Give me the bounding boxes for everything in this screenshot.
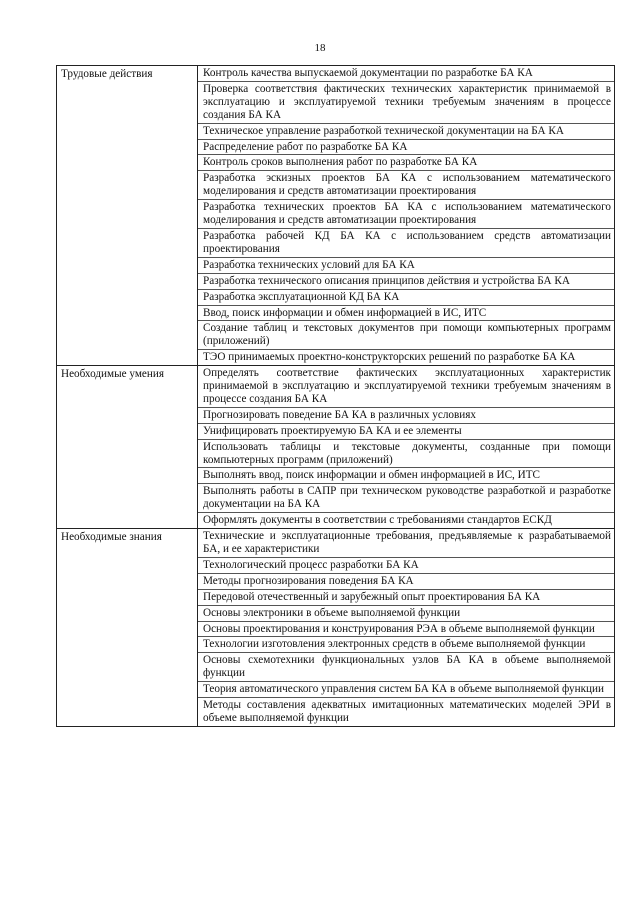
list-item: Выполнять ввод, поиск информации и обмен информацией в ИС, ИТС xyxy=(198,468,614,484)
list-item: Технологии изготовления электронных средств в объеме выполняемой функции xyxy=(198,637,614,653)
section-row-required-skills xyxy=(57,366,615,529)
list-item: Разработка технического описания принципов действия и устройства БА КА xyxy=(198,274,614,290)
section-row-labor-actions xyxy=(57,66,615,366)
section-label: Трудовые действия xyxy=(57,66,198,366)
page-number: 18 xyxy=(314,42,326,54)
section-label: Необходимые знания xyxy=(57,529,198,727)
requirements-table-body xyxy=(57,66,615,727)
list-item: Оформлять документы в соответствии с требованиями стандартов ЕСКД xyxy=(203,514,552,527)
list-item: Контроль сроков выполнения работ по разработке БА КА xyxy=(198,155,614,171)
list-item: Создание таблиц и текстовых документов при помощи компьютерных программ (приложений) xyxy=(198,321,614,350)
list-item: ТЭО принимаемых проектно-конструкторских решений по разработке БА КА xyxy=(203,351,576,364)
list-item: Разработка технических условий для БА КА xyxy=(198,258,614,274)
list-item: Ввод, поиск информации и обмен информацией в ИС, ИТС xyxy=(198,306,614,322)
list-item: Основы электроники в объеме выполняемой функции xyxy=(198,606,614,622)
section-row-required-knowledge xyxy=(57,529,615,727)
list-item: Передовой отечественный и зарубежный опыт проектирования БА КА xyxy=(198,590,614,606)
list-item: Разработка рабочей КД БА КА с использованием средств автоматизации проектирования xyxy=(198,229,614,258)
list-item: Определять соответствие фактических эксплуатационных характеристик принимаемой в эксплуатацию и эксплуатируемой техники требуемым значениям в процессе создания БА КА xyxy=(198,366,614,408)
list-item: Основы схемотехники функциональных узлов БА КА в объеме выполняемой функции xyxy=(198,653,614,682)
section-items xyxy=(198,366,615,529)
list-item: Распределение работ по разработке БА КА xyxy=(198,140,614,156)
list-item: Прогнозировать поведение БА КА в различных условиях xyxy=(198,408,614,424)
list-item: Разработка эскизных проектов БА КА с использованием математического моделирования и средств автоматизации проектирования xyxy=(198,171,614,200)
list-item: Техническое управление разработкой технической документации на БА КА xyxy=(198,124,614,140)
requirements-table xyxy=(56,65,615,727)
list-item: Разработка эксплуатационной КД БА КА xyxy=(198,290,614,306)
list-item: Унифицировать проектируемую БА КА и ее элементы xyxy=(198,424,614,440)
list-item: Разработка технических проектов БА КА с использованием математического моделирования и средств автоматизации проектирования xyxy=(198,200,614,229)
section-items xyxy=(198,529,615,727)
list-item: Теория автоматического управления систем БА КА в объеме выполняемой функции xyxy=(198,682,614,698)
list-item: Технические и эксплуатационные требования, предъявляемые к разрабатываемой БА, и ее характеристики xyxy=(198,529,614,558)
section-label: Необходимые умения xyxy=(57,366,198,529)
list-item: Технологический процесс разработки БА КА xyxy=(198,558,614,574)
list-item: Проверка соответствия фактических технических характеристик принимаемой в эксплуатацию и эксплуатируемой техники требуемым значениям в процессе создания БА КА xyxy=(198,82,614,124)
list-item: Методы прогнозирования поведения БА КА xyxy=(198,574,614,590)
section-items xyxy=(198,66,615,366)
list-item: Контроль качества выпускаемой документации по разработке БА КА xyxy=(198,66,614,82)
list-item: Методы составления адекватных имитационных математических моделей ЭРИ в объеме выполняемой функции xyxy=(203,699,611,724)
list-item: Выполнять работы в САПР при техническом руководстве разработкой и разработке документации на БА КА xyxy=(198,484,614,513)
list-item: Основы проектирования и конструирования РЭА в объеме выполняемой функции xyxy=(198,622,614,638)
list-item: Использовать таблицы и текстовые документы, созданные при помощи компьютерных программ (приложений) xyxy=(198,440,614,469)
